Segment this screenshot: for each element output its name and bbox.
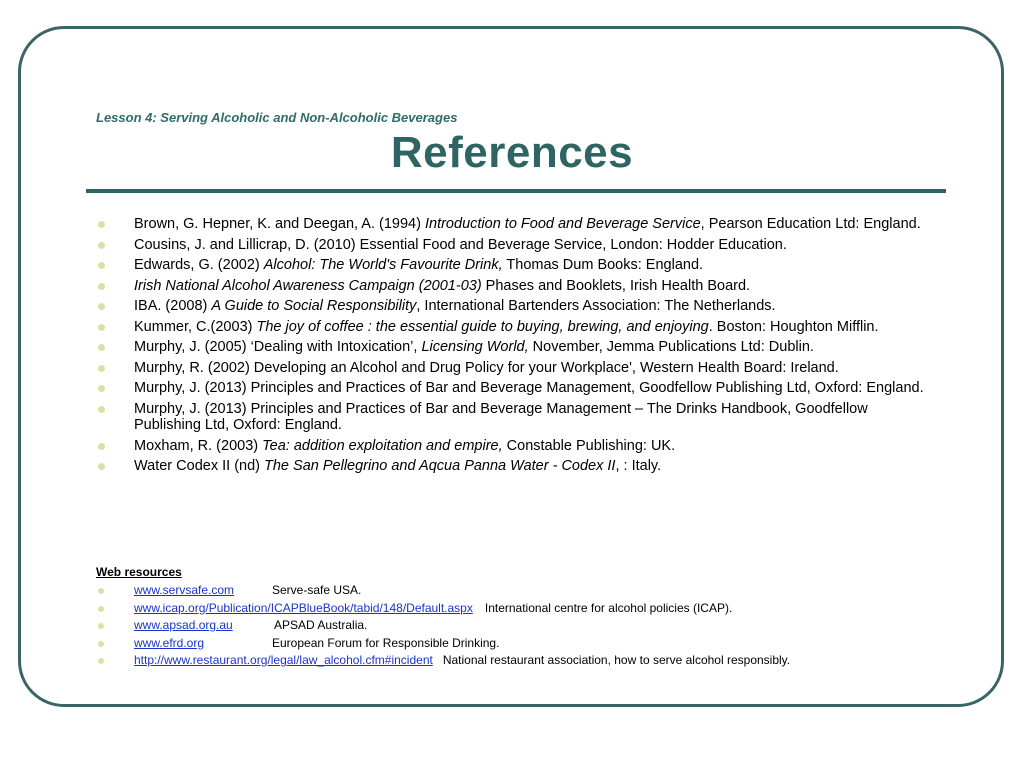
bullet-icon xyxy=(98,324,105,331)
web-resources-list xyxy=(96,582,926,670)
web-resource-desc: National restaurant association, how to serve alcohol responsibly. xyxy=(442,653,791,667)
reference-item: Murphy, J. (2013) Principles and Practices of Bar and Beverage Management – The Drinks Handbook, Goodfellow Publishing Ltd, Oxford: England. xyxy=(96,401,926,434)
bullet-icon xyxy=(98,406,105,413)
web-resource-link[interactable]: http://www.restaurant.org/legal/law_alcohol.cfm#incident xyxy=(134,653,433,667)
web-resource-link[interactable]: www.apsad.org.au xyxy=(134,618,233,632)
web-resource-link[interactable]: www.icap.org/Publication/ICAPBlueBook/tabid/148/Default.aspx xyxy=(134,600,473,615)
bullet-icon xyxy=(98,344,105,351)
bullet-icon xyxy=(98,262,105,269)
reference-item: Kummer, C.(2003) The joy of coffee : the essential guide to buying, brewing, and enjoying. Boston: Houghton Mifflin. xyxy=(96,319,926,336)
bullet-icon xyxy=(98,303,105,310)
reference-item: Irish National Alcohol Awareness Campaign (2001-03) Phases and Booklets, Irish Health Board. xyxy=(96,278,926,295)
web-resource-desc: APSAD Australia. xyxy=(274,618,368,632)
bullet-icon xyxy=(98,443,105,450)
reference-item: Murphy, J. (2013) Principles and Practices of Bar and Beverage Management, Goodfellow Publishing Ltd, Oxford: England. xyxy=(96,380,926,397)
bullet-icon xyxy=(98,221,105,228)
bullet-icon xyxy=(98,588,104,594)
bullet-icon xyxy=(98,606,104,612)
web-resource-item xyxy=(96,582,926,600)
reference-item: Moxham, R. (2003) Tea: addition exploitation and empire, Constable Publishing: UK. xyxy=(96,438,926,455)
bullet-icon xyxy=(98,365,105,372)
reference-item: Water Codex II (nd) The San Pellegrino and Aqcua Panna Water - Codex II, : Italy. xyxy=(96,458,926,475)
reference-item: Edwards, G. (2002) Alcohol: The World's Favourite Drink, Thomas Dum Books: England. xyxy=(96,257,926,274)
reference-item: Murphy, R. (2002) Developing an Alcohol and Drug Policy for your Workplace', Western Health Board: Ireland. xyxy=(96,360,926,377)
web-resource-desc: International centre for alcohol policies (ICAP). xyxy=(484,600,733,615)
web-resource-item xyxy=(96,600,926,618)
web-resource-item xyxy=(96,617,926,635)
reference-list xyxy=(96,216,926,479)
web-resources-heading: Web resources xyxy=(96,565,182,579)
reference-item: IBA. (2008) A Guide to Social Responsibility, International Bartenders Association: The Netherlands. xyxy=(96,298,926,315)
web-resource-desc: European Forum for Responsible Drinking. xyxy=(272,635,500,650)
reference-item: Cousins, J. and Lillicrap, D. (2010) Essential Food and Beverage Service, London: Hodder Education. xyxy=(96,237,926,254)
bullet-icon xyxy=(98,623,104,629)
bullet-icon xyxy=(98,283,105,290)
web-resource-item xyxy=(96,652,926,670)
bullet-icon xyxy=(98,658,104,664)
web-resource-link[interactable]: www.servsafe.com xyxy=(134,583,235,597)
web-resource-desc: Serve-safe USA. xyxy=(272,583,362,597)
lesson-subtitle: Lesson 4: Serving Alcoholic and Non-Alcoholic Beverages xyxy=(96,110,458,125)
bullet-icon xyxy=(98,641,104,647)
bullet-icon xyxy=(98,463,105,470)
reference-item: Brown, G. Hepner, K. and Deegan, A. (1994) Introduction to Food and Beverage Service, Pearson Education Ltd: England. xyxy=(96,216,926,233)
bullet-icon xyxy=(98,385,105,392)
title-divider xyxy=(86,189,946,193)
page-title: References xyxy=(390,128,634,177)
reference-item: Murphy, J. (2005) ‘Dealing with Intoxication’, Licensing World, November, Jemma Publications Ltd: Dublin. xyxy=(96,339,926,356)
web-resource-link[interactable]: www.efrd.org xyxy=(134,635,205,650)
bullet-icon xyxy=(98,242,105,249)
web-resource-item xyxy=(96,635,926,653)
